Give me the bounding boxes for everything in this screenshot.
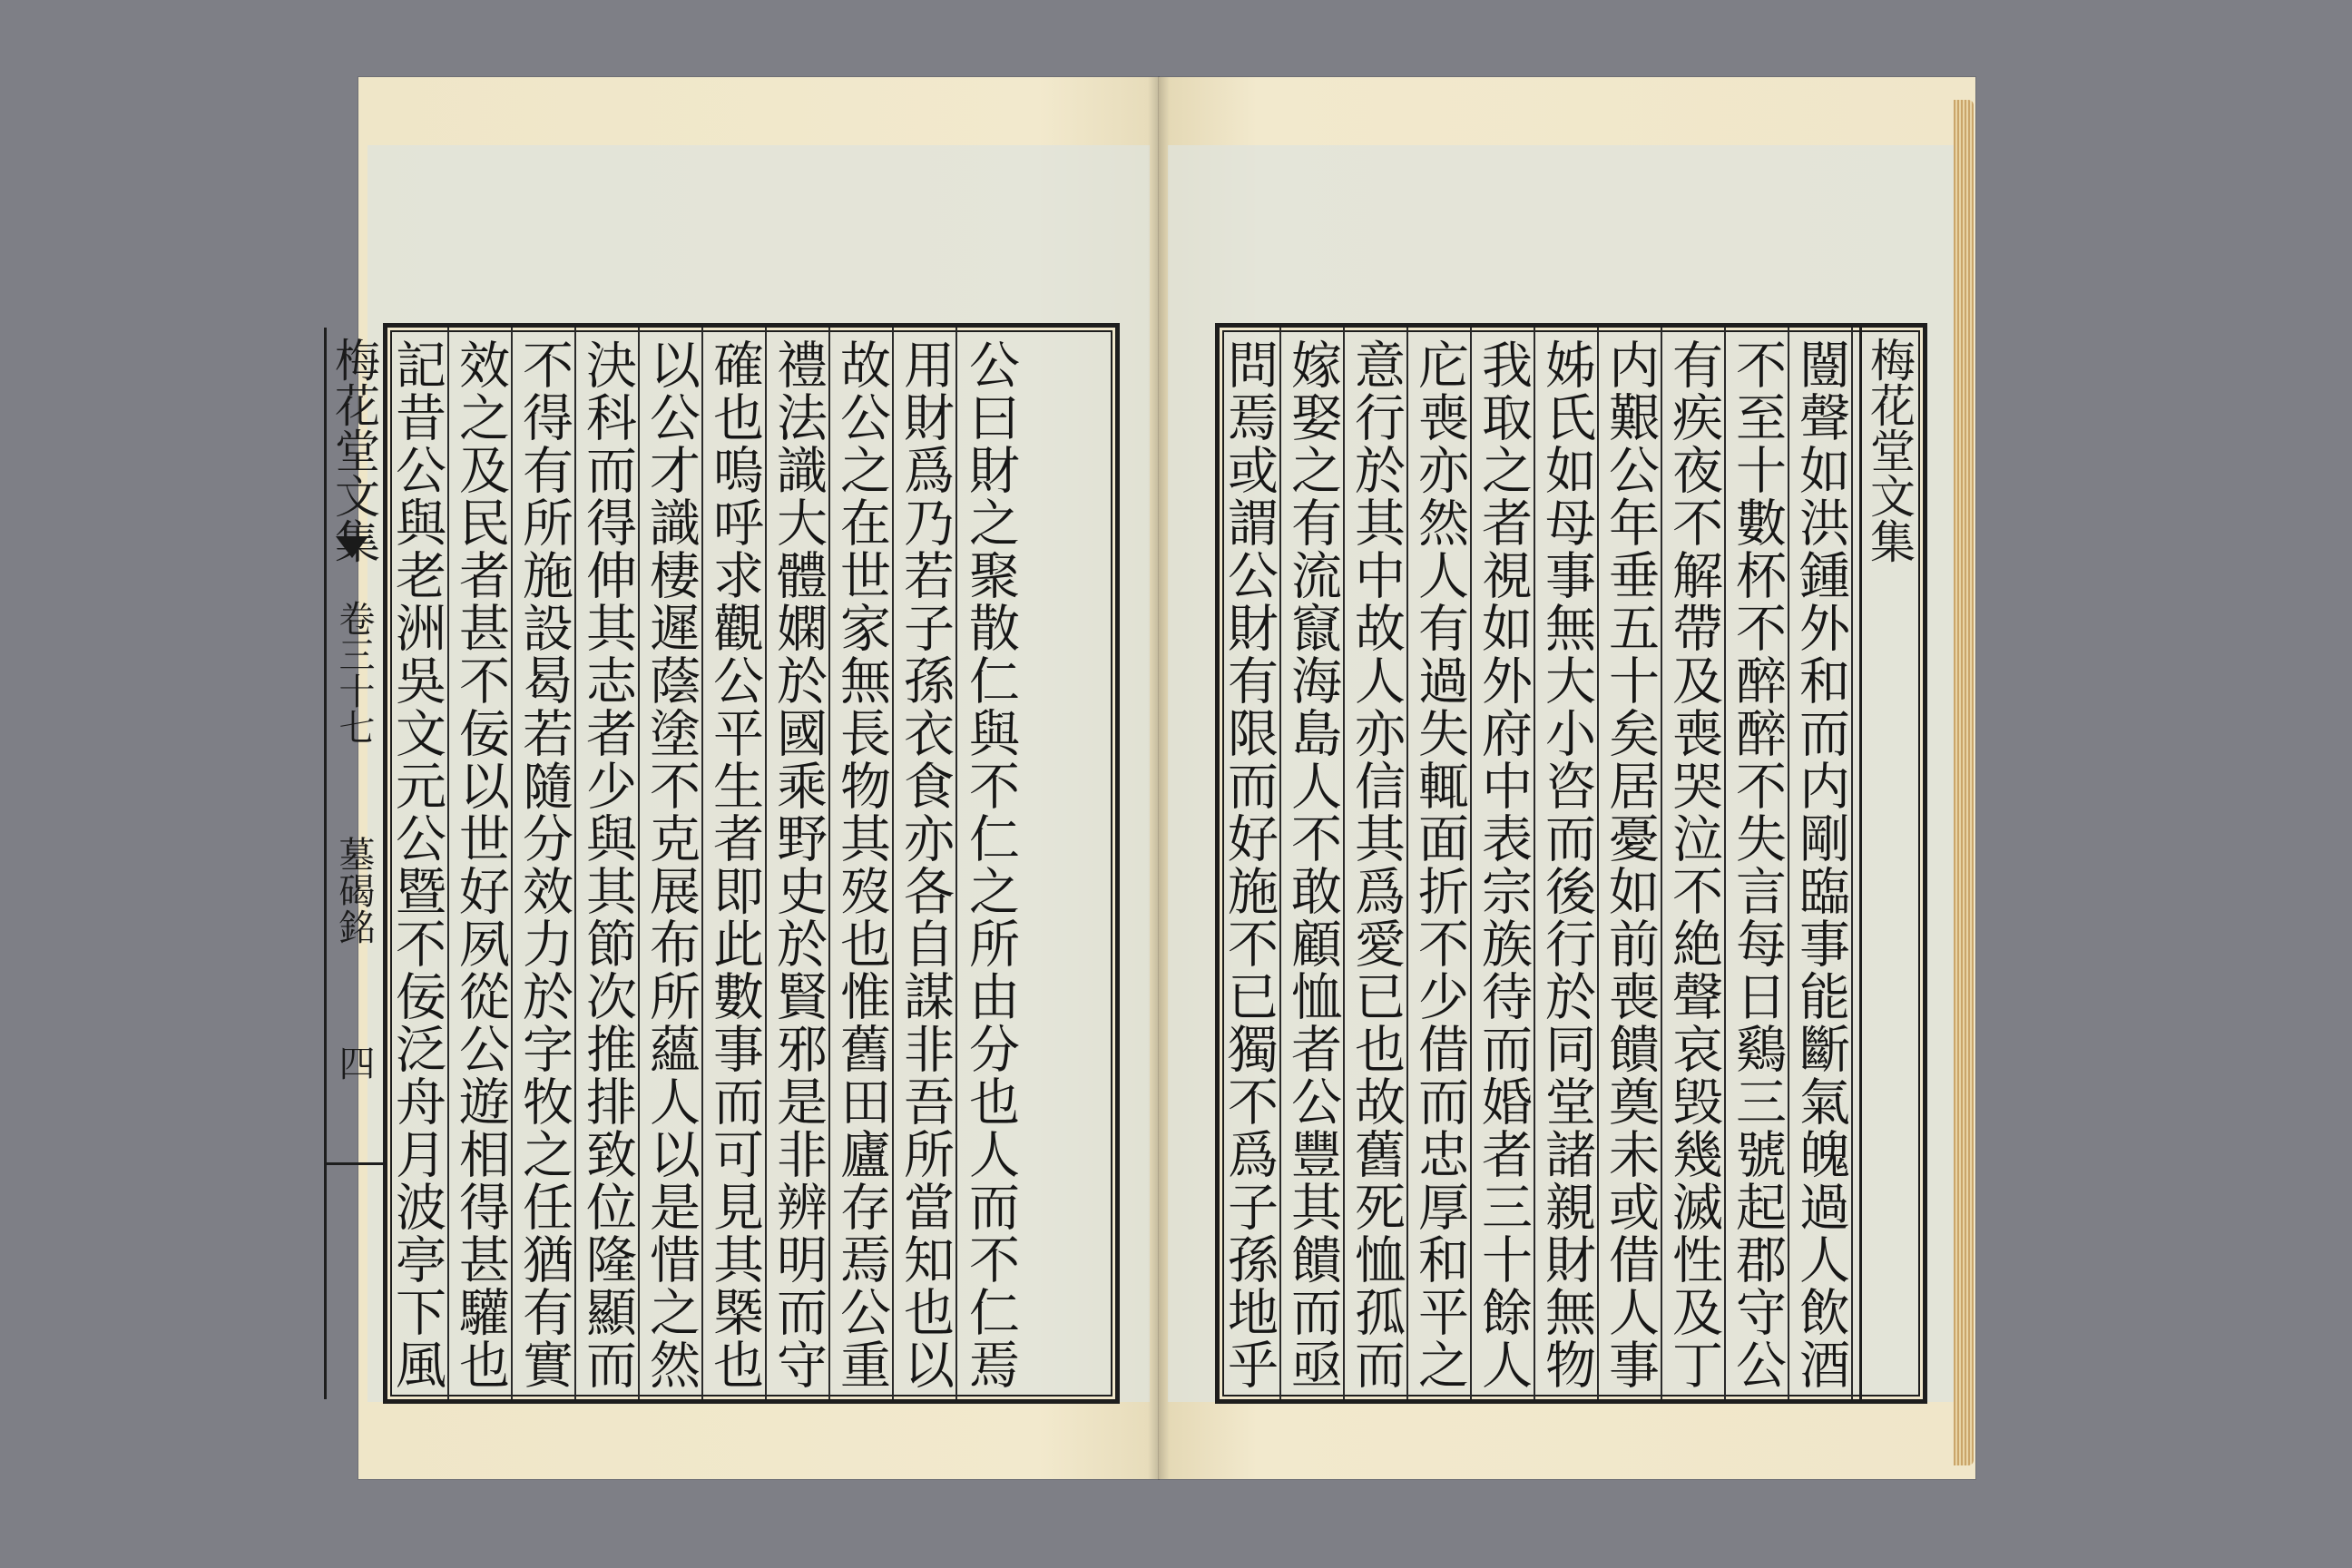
book-gutter: [1148, 77, 1170, 1479]
text-column: 以公才識棲遲蔭塗不克展布所蘊人以是惜之然: [642, 328, 703, 1399]
margin-rule: [327, 1162, 385, 1165]
text-column: 庀喪亦然人有過失輒面折不少借而忠厚和平之: [1410, 328, 1472, 1399]
text-column: 意行於其中故人亦信其爲愛已也故舊死恤孤而: [1347, 328, 1408, 1399]
right-margin-column: [1859, 328, 1923, 1399]
text-column: 不得有所施設曷若隨分效力於字牧之任猶有實: [514, 328, 576, 1399]
text-column: 有疾夜不解帶及喪哭泣不絶聲哀毁幾滅性及丁: [1664, 328, 1726, 1399]
text-column: 嫁娶之有流竄海島人不敢顧恤者公豐其饋而亟: [1283, 328, 1345, 1399]
volume-label: 卷三十七: [333, 600, 375, 745]
text-column: 決科而得伸其志者少與其節次推排致位隆顯而: [578, 328, 640, 1399]
text-column: 内艱公年垂五十矣居憂如前喪饋奠未或借人事: [1601, 328, 1662, 1399]
section-label: 墓碣銘: [333, 836, 375, 945]
text-column: 我取之者視如外府中表宗族待而婚者三十餘人: [1474, 328, 1535, 1399]
text-column: 闓聲如洪鍾外和而内剛臨事能斷氣魄過人飲酒: [1791, 328, 1853, 1399]
text-column: 公曰財之聚散仁與不仁之所由分也人而不仁焉: [961, 338, 1020, 1391]
center-margin-column: [324, 328, 387, 1399]
text-column: 記昔公與老洲吳文元公暨不佞泛舟月波亭下風: [387, 328, 449, 1399]
page-number: 四: [333, 1044, 375, 1081]
page-edges: [1954, 100, 1974, 1465]
text-column: 用財爲乃若子孫衣食亦各自謀非吾所當知也以: [896, 328, 957, 1399]
book-title: 梅花堂文集: [328, 337, 380, 564]
book-title-partial: 梅花堂文集: [1863, 337, 1916, 564]
right-page: [1159, 77, 1975, 1479]
left-text-frame: [328, 323, 1120, 1404]
right-text-frame: [1215, 323, 1927, 1404]
text-column: 不至十數杯不醉醉不失言每日鷄三號起郡守公: [1728, 328, 1789, 1399]
text-column: 問焉或謂公財有限而好施不已獨不爲子孫地乎: [1220, 328, 1281, 1399]
text-column: 故公之在世家無長物其歿也惟舊田廬存焉公重: [832, 328, 894, 1399]
text-column: 禮法識大體嫻於國乘野史於賢邪是非辨明而守: [769, 328, 830, 1399]
text-column: 效之及民者甚不佞以世好夙從公遊相得甚驩也: [451, 328, 513, 1399]
fish-tail-mark-icon: [336, 536, 368, 558]
open-book: [328, 77, 1974, 1479]
text-column: 姊氏如母事無大小咨而後行於同堂諸親財無物: [1537, 328, 1599, 1399]
text-column: 確也嗚呼求觀公平生者即此數事而可見其槩也: [705, 328, 767, 1399]
left-page: [328, 77, 1159, 1479]
